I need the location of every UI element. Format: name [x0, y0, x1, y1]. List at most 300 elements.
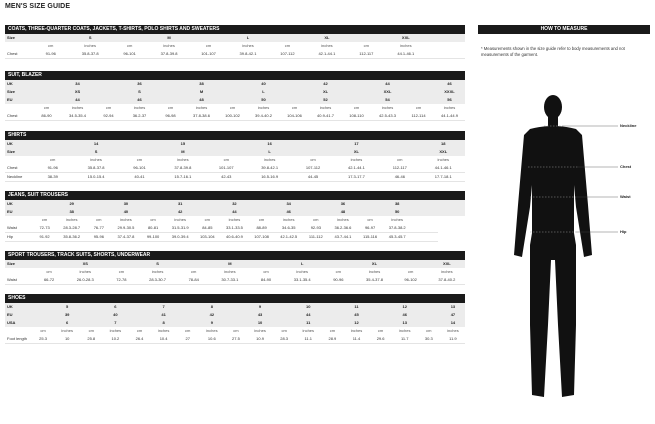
table-cell: cm: [363, 43, 370, 48]
table-cell: cm: [105, 105, 112, 110]
table-cell: 88-89: [248, 224, 275, 233]
table-cell: cm: [291, 105, 298, 110]
table-cell: [403, 96, 434, 104]
table-cell: [378, 148, 421, 156]
size-table: [5, 140, 465, 182]
table-cell: inches: [61, 328, 73, 333]
table-cell: 35.8-37.8: [74, 164, 117, 173]
table-cell: 76-77: [85, 224, 112, 233]
table-cell: cm: [258, 217, 265, 222]
table-cell: 44: [372, 80, 403, 88]
table-cell: [31, 260, 67, 268]
table-cell: 8: [200, 303, 224, 311]
table-cell: inches: [151, 269, 164, 274]
table-cell: 37.8-38.2: [384, 224, 411, 233]
table-cell: 17.3-17.7: [335, 173, 378, 182]
table-cell: inches: [398, 328, 411, 333]
table-cell: M: [161, 148, 204, 156]
table-cell: 40-41: [118, 173, 161, 182]
table-cell: XXL: [386, 34, 425, 42]
table-cell: 39: [55, 311, 79, 319]
table-cell: 91-96: [31, 164, 74, 173]
table-cell: 38: [58, 208, 85, 216]
table-cell: 31.5-31.9: [167, 224, 194, 233]
table-cell: [411, 224, 438, 233]
table-cell: [341, 80, 372, 88]
table-cell: 38-39: [31, 173, 74, 182]
table-cell: 91.92: [31, 233, 58, 242]
section-heading: SHIRTS: [5, 131, 465, 140]
table-cell: 29: [58, 200, 85, 208]
table-cell: cm: [415, 105, 422, 110]
table-cell: [93, 80, 124, 88]
table-cell: 72-73: [31, 224, 58, 233]
table-cell: 112-114: [403, 112, 434, 121]
table-cell: 30.3: [417, 335, 441, 344]
table-cell: cm: [185, 328, 191, 333]
chest-label: Chest: [620, 164, 632, 169]
table-cell: 35.8-37.8: [70, 50, 109, 59]
table-cell: [393, 260, 429, 268]
table-cell: 36.2-36.6: [329, 224, 356, 233]
table-cell: [31, 319, 55, 327]
table-cell: inches: [350, 328, 363, 333]
table-cell: 38: [384, 200, 411, 208]
table-cell: 11.4: [344, 335, 368, 344]
table-cell: inches: [337, 217, 349, 222]
table-cell: 46: [434, 80, 465, 88]
table-cell: XXXL: [434, 88, 465, 96]
table-row: [5, 156, 465, 164]
table-cell: UK: [5, 140, 31, 148]
table-cell: Waist: [5, 276, 31, 285]
table-row: [5, 260, 465, 268]
table-cell: [176, 311, 200, 319]
table-cell: 96-97: [357, 224, 384, 233]
table-cell: 10.4: [152, 335, 176, 344]
table-cell: 48: [329, 208, 356, 216]
table-cell: 6: [103, 303, 127, 311]
table-cell: [341, 96, 372, 104]
table-cell: 10: [248, 319, 272, 327]
table-row: [5, 233, 465, 242]
table-cell: [426, 34, 465, 42]
table-cell: 44.1-46.1: [386, 50, 425, 59]
table-cell: cm: [43, 105, 50, 110]
table-cell: 35.8-36.2: [58, 233, 85, 242]
table-cell: [205, 140, 248, 148]
table-cell: inches: [157, 328, 170, 333]
table-cell: [103, 260, 139, 268]
table-cell: cm: [88, 328, 94, 333]
size-section: [5, 191, 465, 242]
table-cell: [320, 303, 344, 311]
table-cell: [268, 34, 307, 42]
table-cell: [93, 88, 124, 96]
table-cell: Size: [5, 34, 31, 42]
table-cell: 10.9: [248, 335, 272, 344]
table-cell: 36.2-37: [124, 112, 155, 121]
table-cell: 8: [152, 319, 176, 327]
table-cell: 46: [393, 311, 417, 319]
table-cell: [31, 34, 70, 42]
table-cell: 46: [275, 208, 302, 216]
size-section: [5, 251, 465, 285]
table-cell: 28.9: [320, 335, 344, 344]
table-cell: 42: [200, 311, 224, 319]
table-cell: cm: [205, 43, 212, 48]
table-cell: cm: [150, 217, 156, 222]
table-cell: [31, 303, 55, 311]
table-row: [5, 50, 465, 59]
table-cell: [357, 200, 384, 208]
table-cell: 6: [55, 319, 79, 327]
measurement-note: * Measurements shown in the size guide refer to body measurements and not measurements of the garment.: [481, 46, 625, 57]
table-cell: [369, 319, 393, 327]
table-cell: [176, 303, 200, 311]
table-cell: [291, 140, 334, 148]
table-cell: [189, 34, 228, 42]
table-cell: [272, 319, 296, 327]
table-cell: [5, 104, 31, 112]
table-cell: 111-112: [302, 233, 329, 242]
table-cell: 104-106: [279, 112, 310, 121]
table-cell: [403, 80, 434, 88]
table-cell: [31, 208, 58, 216]
page-title: MEN'S SIZE GUIDE: [5, 3, 71, 10]
table-cell: 37.4-37.8: [112, 233, 139, 242]
table-cell: USA: [5, 319, 31, 327]
table-cell: [248, 260, 284, 268]
table-cell: Hip: [5, 233, 31, 242]
table-cell: cm: [118, 269, 125, 274]
size-section: [5, 25, 465, 59]
table-cell: 84-85: [194, 224, 221, 233]
table-row: [5, 268, 465, 276]
table-cell: inches: [224, 269, 236, 274]
table-cell: 18: [422, 140, 465, 148]
table-cell: 50: [248, 96, 279, 104]
table-cell: [5, 216, 31, 224]
table-cell: 95-96: [85, 233, 112, 242]
table-cell: [357, 208, 384, 216]
table-cell: [438, 200, 465, 208]
table-row: [5, 335, 465, 344]
table-cell: 36: [329, 200, 356, 208]
table-cell: [272, 311, 296, 319]
table-cell: [5, 156, 31, 164]
section-heading: SHOES: [5, 294, 465, 303]
table-cell: [31, 88, 62, 96]
table-cell: [248, 200, 275, 208]
table-cell: inches: [257, 105, 270, 110]
table-cell: 28.3-30.7: [139, 276, 175, 285]
table-cell: 40: [112, 208, 139, 216]
table-cell: 15: [161, 140, 204, 148]
table-cell: 28.3-28.7: [58, 224, 85, 233]
table-cell: inches: [350, 157, 363, 162]
table-cell: 91-96: [31, 50, 70, 59]
table-cell: XXL: [372, 88, 403, 96]
table-cell: 52: [310, 96, 341, 104]
size-table: [5, 80, 465, 121]
table-cell: 42.1-44.1: [307, 50, 346, 59]
table-cell: inches: [120, 217, 132, 222]
table-cell: inches: [228, 217, 241, 222]
table-cell: inches: [254, 328, 266, 333]
table-cell: [155, 96, 186, 104]
table-cell: 34: [62, 80, 93, 88]
table-row: [5, 140, 465, 148]
table-row: [5, 208, 465, 216]
table-cell: EU: [5, 208, 31, 216]
table-cell: 40: [103, 311, 127, 319]
table-cell: cm: [263, 269, 269, 274]
size-table: [5, 200, 465, 242]
table-cell: inches: [391, 217, 403, 222]
table-row: [5, 42, 465, 50]
table-cell: inches: [174, 217, 186, 222]
table-cell: [411, 233, 438, 242]
hip-label: Hip: [620, 229, 627, 234]
table-row: [5, 80, 465, 88]
table-cell: inches: [163, 43, 175, 48]
table-cell: 26.4: [127, 335, 151, 344]
table-cell: 26.0-28.3: [67, 276, 103, 285]
table-cell: cm: [48, 43, 54, 48]
table-cell: 11.7: [393, 335, 417, 344]
table-cell: 46: [124, 96, 155, 104]
table-cell: cm: [136, 157, 143, 162]
table-cell: 40.6-40.9: [221, 233, 248, 242]
table-cell: XS: [62, 88, 93, 96]
table-cell: cm: [353, 105, 360, 110]
table-cell: 45: [344, 311, 368, 319]
table-cell: [248, 208, 275, 216]
table-cell: 42: [167, 208, 194, 216]
table-cell: [417, 303, 441, 311]
table-cell: Chest: [5, 164, 31, 173]
table-cell: [411, 200, 438, 208]
table-cell: [176, 319, 200, 327]
table-cell: 12: [344, 319, 368, 327]
table-cell: EU: [5, 96, 31, 104]
table-cell: [31, 140, 74, 148]
table-cell: 29.9-30.5: [112, 224, 139, 233]
table-cell: [341, 88, 372, 96]
table-cell: 10.6: [200, 335, 224, 344]
table-cell: 14: [441, 319, 465, 327]
table-cell: XL: [310, 88, 341, 96]
table-cell: 39.4-40.2: [248, 112, 279, 121]
table-cell: inches: [242, 43, 254, 48]
table-cell: [272, 303, 296, 311]
table-cell: 44.1-44.9: [434, 112, 465, 121]
table-cell: 107-112: [268, 50, 307, 59]
table-cell: 32: [221, 200, 248, 208]
table-cell: [279, 80, 310, 88]
table-cell: 96-101: [110, 50, 149, 59]
table-cell: [5, 42, 31, 50]
table-cell: [378, 140, 421, 148]
table-cell: 46-46: [378, 173, 421, 182]
table-cell: inches: [195, 105, 208, 110]
section-heading: COATS, THREE-QUARTER COATS, JACKETS, T-SHIRTS, POLO SHIRTS AND SWEATERS: [5, 25, 465, 34]
table-cell: cm: [167, 105, 174, 110]
table-cell: [320, 319, 344, 327]
table-cell: [205, 148, 248, 156]
table-cell: S: [70, 34, 109, 42]
table-cell: UK: [5, 80, 31, 88]
table-cell: [93, 96, 124, 104]
table-cell: cm: [335, 269, 341, 274]
how-to-measure-panel: [478, 25, 650, 234]
table-cell: 42.5-43.3: [372, 112, 403, 121]
size-section: [5, 294, 465, 344]
table-cell: 115-116: [357, 233, 384, 242]
table-cell: Size: [5, 88, 31, 96]
table-cell: [5, 268, 31, 276]
table-row: [5, 311, 465, 319]
waist-label: Waist: [620, 194, 631, 199]
table-cell: 11.1: [296, 335, 320, 344]
table-cell: cm: [284, 43, 291, 48]
table-cell: 90-96: [320, 276, 356, 285]
table-cell: XXL: [429, 260, 465, 268]
table-cell: EU: [5, 311, 31, 319]
table-cell: Size: [5, 260, 31, 268]
table-cell: inches: [321, 43, 333, 48]
table-cell: cm: [329, 328, 336, 333]
table-cell: [118, 148, 161, 156]
table-cell: XL: [307, 34, 346, 42]
table-cell: cm: [313, 217, 319, 222]
table-cell: [279, 96, 310, 104]
table-cell: [302, 200, 329, 208]
table-cell: [176, 260, 212, 268]
table-cell: inches: [441, 269, 453, 274]
body-silhouette-figure: [478, 85, 650, 415]
table-cell: 80-81: [140, 224, 167, 233]
table-cell: 50: [384, 208, 411, 216]
table-cell: inches: [282, 217, 295, 222]
table-cell: 48: [186, 96, 217, 104]
table-cell: inches: [302, 328, 315, 333]
table-cell: L: [228, 34, 267, 42]
table-cell: 44: [296, 311, 320, 319]
table-cell: 11: [296, 319, 320, 327]
table-cell: [347, 34, 386, 42]
table-cell: XL: [335, 148, 378, 156]
table-cell: 34.5-35.4: [62, 112, 93, 121]
table-cell: cm: [397, 157, 403, 162]
table-cell: 39.8-42.1: [228, 50, 267, 59]
table-cell: XL: [356, 260, 392, 268]
table-cell: [194, 200, 221, 208]
table-cell: inches: [177, 157, 189, 162]
table-cell: UK: [5, 303, 31, 311]
table-cell: [426, 50, 465, 59]
table-cell: 33.1-35.4: [284, 276, 320, 285]
table-cell: 37.8-39.8: [149, 50, 188, 59]
table-cell: cm: [126, 43, 133, 48]
table-cell: [155, 80, 186, 88]
table-cell: cm: [40, 328, 46, 333]
table-cell: [140, 208, 167, 216]
table-cell: cm: [50, 157, 56, 162]
table-cell: 17.7-18.1: [422, 173, 465, 182]
table-cell: 35.4-37.8: [356, 276, 392, 285]
table-cell: 44: [62, 96, 93, 104]
table-cell: inches: [84, 43, 96, 48]
table-cell: 38: [186, 80, 217, 88]
table-cell: S: [139, 260, 175, 268]
table-cell: 107-108: [248, 233, 275, 242]
table-cell: [320, 311, 344, 319]
table-cell: 42.1-44.1: [335, 164, 378, 173]
table-cell: inches: [443, 105, 456, 110]
table-cell: S: [124, 88, 155, 96]
section-heading: SPORT TROUSERS, TRACK SUITS, SHORTS, UNDERWEAR: [5, 251, 465, 260]
table-cell: inches: [79, 269, 92, 274]
table-cell: Foot length: [5, 335, 31, 344]
table-cell: L: [248, 88, 279, 96]
table-cell: L: [284, 260, 320, 268]
table-cell: 27.5: [224, 335, 248, 344]
table-cell: 78-84: [176, 276, 212, 285]
table-cell: 72-78: [103, 276, 139, 285]
table-cell: [155, 88, 186, 96]
table-cell: 43: [248, 311, 272, 319]
table-cell: 40.9-41.7: [310, 112, 341, 121]
table-cell: 36: [124, 80, 155, 88]
table-cell: 7: [152, 303, 176, 311]
table-cell: 96-102: [393, 276, 429, 285]
table-cell: cm: [96, 217, 102, 222]
table-cell: 112-117: [347, 50, 386, 59]
table-cell: Neckline: [5, 173, 31, 182]
how-to-measure-heading: HOW TO MEASURE: [478, 25, 650, 34]
table-cell: [127, 319, 151, 327]
table-cell: cm: [46, 269, 52, 274]
size-table: [5, 34, 465, 59]
table-cell: 15.0-15.4: [74, 173, 117, 182]
size-section: [5, 131, 465, 182]
table-cell: inches: [90, 157, 102, 162]
table-cell: [369, 311, 393, 319]
table-cell: 101-107: [189, 50, 228, 59]
table-cell: 34.6-35: [275, 224, 302, 233]
table-cell: [31, 148, 74, 156]
table-cell: Chest: [5, 50, 31, 59]
table-cell: [85, 200, 112, 208]
table-cell: UK: [5, 200, 31, 208]
table-cell: [140, 200, 167, 208]
size-table: [5, 260, 465, 285]
table-cell: [31, 96, 62, 104]
table-cell: 92-94: [93, 112, 124, 121]
table-cell: 13: [393, 319, 417, 327]
table-cell: 28.3: [272, 335, 296, 344]
table-cell: 15.7-16.1: [161, 173, 204, 182]
table-cell: 25.3: [31, 335, 55, 344]
table-cell: 17: [335, 140, 378, 148]
table-cell: inches: [133, 105, 146, 110]
size-table: [5, 303, 465, 344]
neckline-label: Neckline: [620, 123, 637, 128]
table-cell: inches: [400, 43, 412, 48]
table-cell: 13: [441, 303, 465, 311]
